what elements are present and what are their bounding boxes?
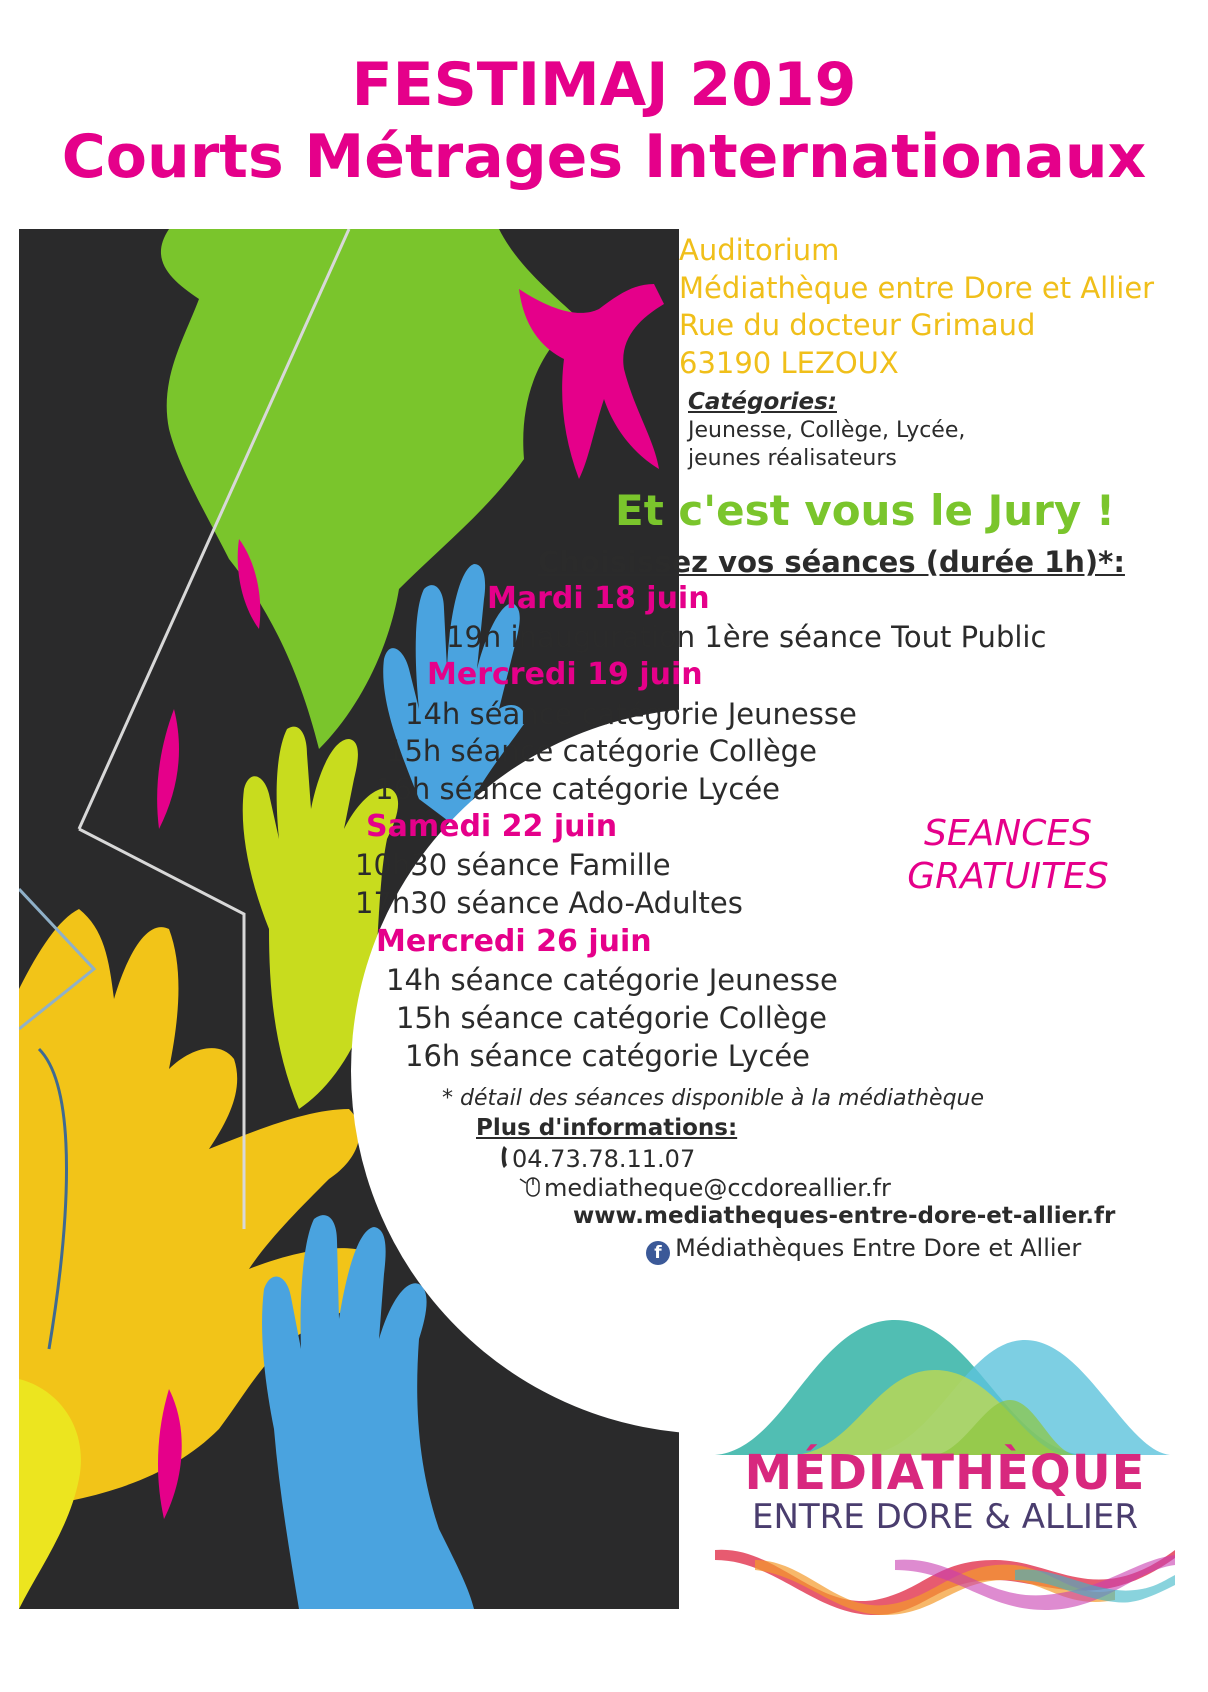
jury-headline: Et c'est vous le Jury !: [615, 486, 1115, 535]
phone-number[interactable]: 04.73.78.11.07: [512, 1145, 696, 1173]
email-row: [518, 1173, 891, 1202]
categories-line-2: jeunes réalisateurs: [688, 446, 897, 471]
session-item: 14h séance catégorie Jeunesse: [386, 963, 838, 997]
day-heading: Mardi 18 juin: [487, 581, 710, 616]
logo-waves-top: [705, 1300, 1175, 1460]
session-item: 19h inauguration 1ère séance Tout Public: [446, 620, 1047, 654]
free-label-line-1: SEANCES: [924, 813, 1092, 854]
facebook-row: [646, 1234, 1081, 1265]
categories-line-1: Jeunesse, Collège, Lycée,: [688, 418, 966, 443]
details-note: * détail des séances disponible à la médiathèque: [442, 1086, 985, 1111]
free-label-line-2: GRATUITES: [907, 856, 1109, 897]
day-heading: Mercredi 26 juin: [376, 924, 652, 959]
phone-row: [500, 1144, 695, 1173]
session-item: 16h séance catégorie Lycée: [405, 1039, 811, 1073]
address-library: Médiathèque entre Dore et Allier: [679, 271, 1155, 305]
session-item: 15h séance catégorie Collège: [396, 1001, 827, 1035]
info-heading: Plus d'informations:: [476, 1115, 738, 1141]
website-link[interactable]: www.mediatheques-entre-dore-et-allier.fr: [573, 1203, 1116, 1229]
poster-title: FESTIMAJ 2019: [351, 50, 857, 120]
logo-title: MÉDIATHÈQUE: [744, 1445, 1146, 1501]
session-item: 10h30 séance Famille: [355, 848, 671, 882]
address-venue: Auditorium: [679, 233, 840, 267]
poster-subtitle: Courts Métrages Internationaux: [61, 122, 1147, 192]
categories-heading: Catégories:: [688, 389, 837, 415]
email-link[interactable]: mediatheque@ccdoreallier.fr: [544, 1174, 891, 1202]
logo-subtitle: ENTRE DORE & ALLIER: [751, 1497, 1139, 1537]
mouse-icon: [518, 1173, 544, 1199]
facebook-link[interactable]: Médiathèques Entre Dore et Allier: [675, 1234, 1082, 1262]
facebook-icon: f: [646, 1241, 670, 1265]
session-item: 15h séance catégorie Collège: [386, 734, 817, 768]
day-heading: Samedi 22 juin: [366, 809, 618, 844]
day-heading: Mercredi 19 juin: [427, 657, 703, 692]
address-street: Rue du docteur Grimaud: [679, 308, 1036, 342]
logo-waves-bottom: [715, 1540, 1175, 1620]
session-item: 17h30 séance Ado-Adultes: [355, 886, 743, 920]
phone-icon: [500, 1144, 512, 1170]
session-item: 14h séance catégorie Jeunesse: [405, 697, 857, 731]
address-city: 63190 LEZOUX: [679, 346, 899, 380]
choose-sessions-heading: Choisissez vos séances (durée 1h)*:: [538, 545, 1125, 579]
session-item: 16h séance catégorie Lycée: [375, 772, 781, 806]
